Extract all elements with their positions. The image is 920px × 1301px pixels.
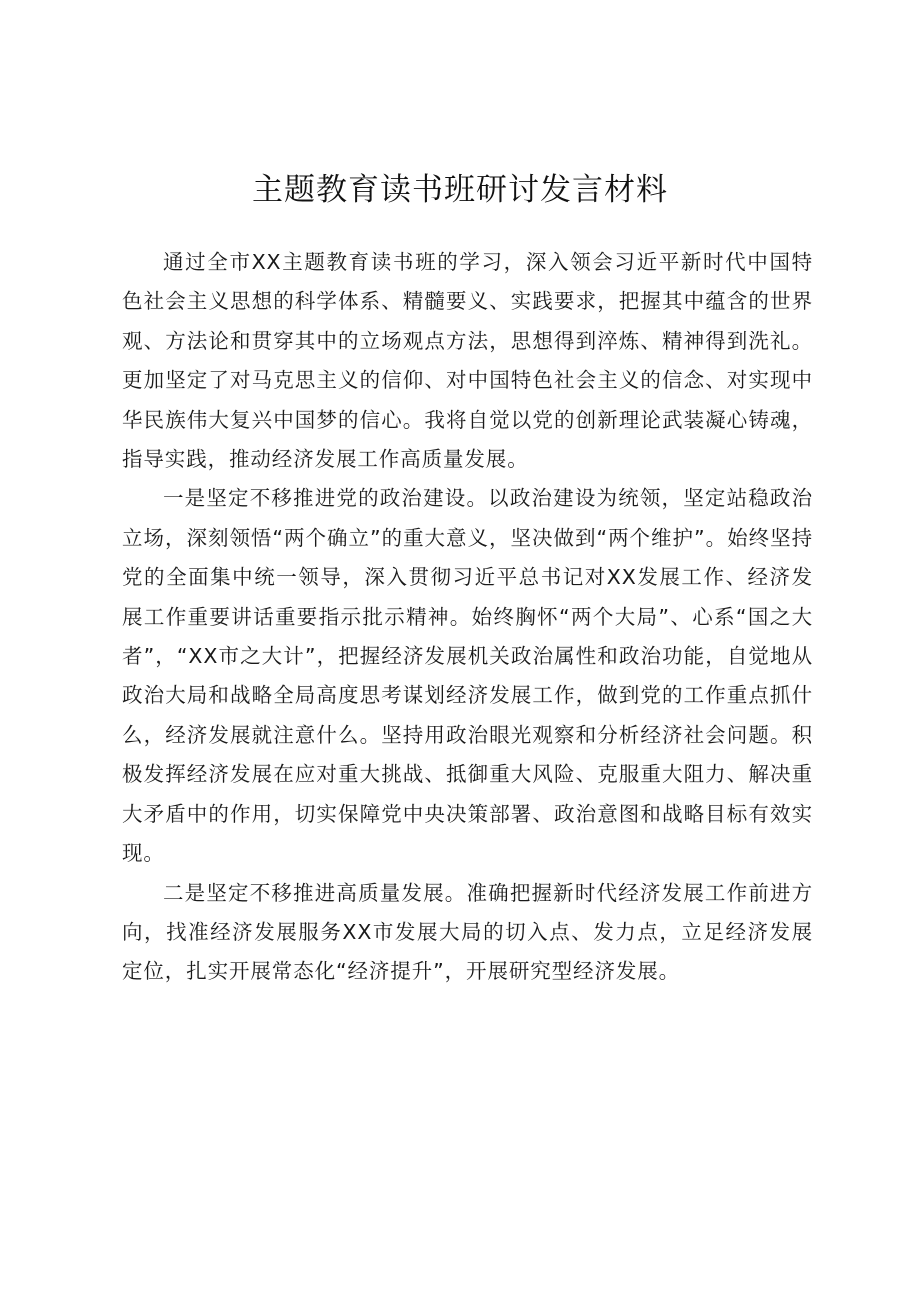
paragraph-political-construction: 一是坚定不移推进党的政治建设。以政治建设为统领，坚定站稳政治立场，深刻领悟“两个确立”的重大意义，坚决做到“两个维护”。始终坚持党的全面集中统一领导，深入贯彻习近平总书记对XX发展工作、经济发展工作重要讲话重要指示批示精神。始终胸怀“两个大局”、心系“国之大者”，“XX市之大计”，把握经济发展机关政治属性和政治功能，自觉地从政治大局和战略全局高度思考谋划经济发展工作，做到党的工作重点抓什么，经济发展就注意什么。坚持用政治眼光观察和分析经济社会问题。积极发挥经济发展在应对重大挑战、抵御重大风险、克服重大阻力、解决重大矛盾中的作用，切实保障党中央决策部署、政治意图和战略目标有效实现。 xyxy=(122,486,813,866)
paragraph-intro: 通过全市XX主题教育读书班的学习，深入领会习近平新时代中国特色社会主义思想的科学体系、精髓要义、实践要求，把握其中蕴含的世界观、方法论和贯穿其中的立场观点方法，思想得到淬炼、精神得到洗礼。更加坚定了对马克思主义的信仰、对中国特色社会主义的信念、对实现中华民族伟大复兴中国梦的信心。我将自觉以党的创新理论武装凝心铸魂，指导实践，推动经济发展工作高质量发展。 xyxy=(122,250,813,472)
paragraph-high-quality-development: 二是坚定不移推进高质量发展。准确把握新时代经济发展工作前进方向，找准经济发展服务XX市发展大局的切入点、发力点，立足经济发展定位，扎实开展常态化“经济提升”，开展研究型经济发展。 xyxy=(122,880,813,984)
document-body xyxy=(122,243,813,992)
document-title: 主题教育读书班研讨发言材料 xyxy=(252,172,668,208)
